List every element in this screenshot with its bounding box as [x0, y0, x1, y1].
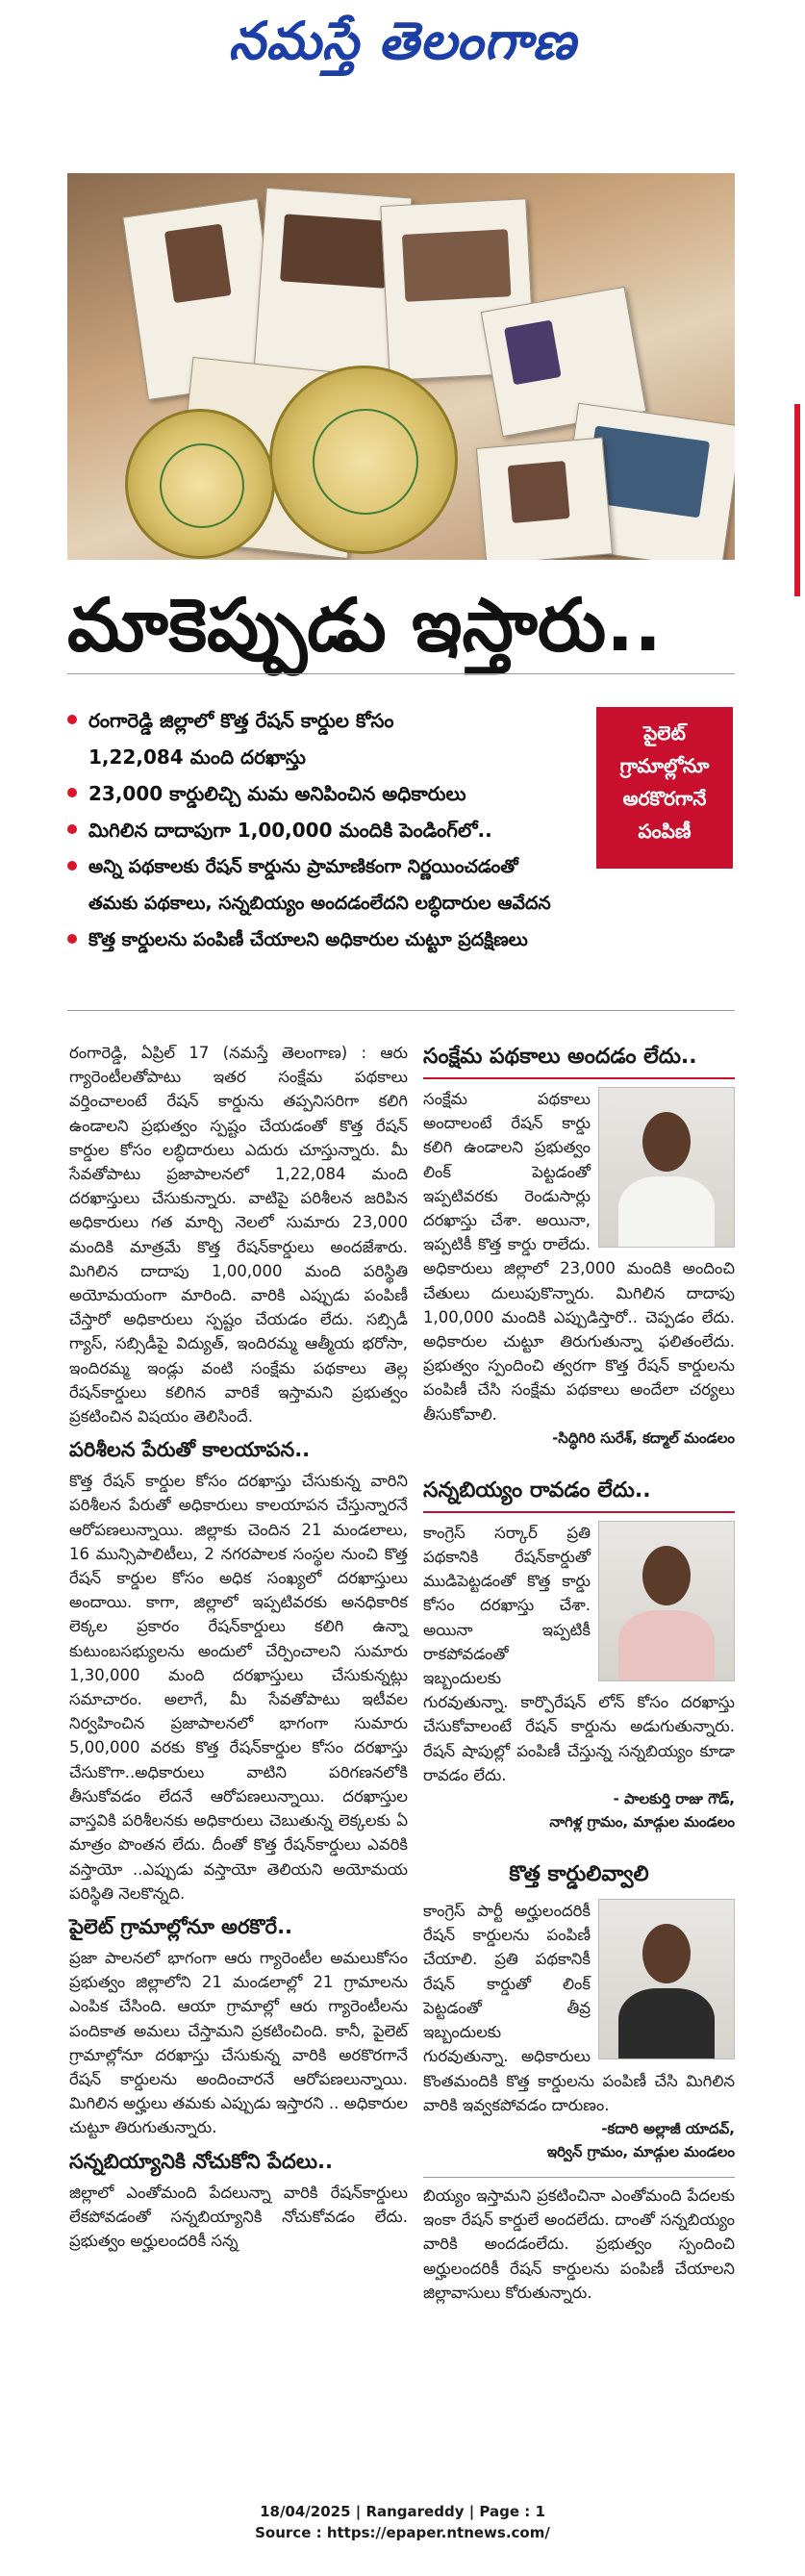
footer-date-line: 18/04/2025 | Rangareddy | Page : 1: [260, 2503, 545, 2520]
article-paragraph: ప్రజా పాలనలో భాగంగా ఆరు గ్యారెంటీల అమలుకోసం ప్రభుత్వం జిల్లాలోని 21 మండలాల్లో 21 గ్రామాలను ఎంపిక చేసింది. ఆయా గ్రామాల్లో ఆరు గ్యారెంటీలను పందికాత అమలు చేస్తామని ప్రకటించింది. కానీ, పైలెట్ గ్రామాల్లోనూ దరఖాస్తు చేసుకున్న వారికి అరకొరగానే రేషన్ కార్డులను అందించారనే ఆరోపణలున్నాయి. మిగిలిన అర్హులు తమకు ఎప్పుడు ఇస్తారని .. అధికారుల చుట్టూ తిరుగుతున్నారు.: [69, 1948, 408, 2137]
sidebox-line: అరకొరగానే: [622, 787, 707, 810]
article-paragraph: జిల్లాలో ఎంతోమంది పేదలున్నా వారికి రేషన్‌కార్డులు లేకపోవడంతో సన్నబియ్యానికి నోచుకోవడం లేదు. ప్రభుత్వం అర్హులందరికీ సన్న: [69, 2183, 408, 2250]
ration-card: [476, 437, 613, 560]
quote-location: నాగిళ్ల గ్రామం, మాడ్గుల మండలం: [549, 1813, 735, 1831]
headline: మాకెప్పుడు ఇస్తారు..: [67, 582, 662, 668]
newspaper-logo: నమస్తే తెలంగాణ: [228, 10, 577, 71]
bullet-item: 23,000 కార్డులిచ్చి మమ అనిపించిన అధికారులు: [67, 775, 606, 812]
footer: [0, 2501, 805, 2543]
quote-author: -కదారి అల్లాజీ యాదవ్,: [601, 2119, 735, 2137]
footer-source-line: Source : https://epaper.ntnews.com/: [255, 2524, 550, 2541]
sidebox-line: పంపిణీ: [638, 820, 692, 843]
person-photo: [598, 1899, 735, 2059]
government-emblem: [269, 366, 458, 554]
quote-text: సంక్షేమ పథకాలు అందాలంటే రేషన్ కార్డు కలిగి ఉండాలని ప్రభుత్వం లింక్ పెట్టడంతో ఇప్పటివరకు రెండుసార్లు దరఖాస్తు చేశా. అయినా, ఇప్పటికీ కొత్త కార్డు రాలేదు. అధికారులు జిల్లాలో 23,000 మందికి అందించి చేతులు దులుపుకొన్నారు. మిగిలిన దాదాపు 1,00,000 మందికి ఎప్పుడిస్తారో.. చెప్పడం లేదు. అధికారుల చుట్టూ తిరుగుతున్నా ఫలితంలేదు. ప్రభుత్వం స్పందించి త్వరగా కొత్త రేషన్ కార్డులను పంపిణీ చేసి సంక్షేమ పథకాలు అందేలా చర్యలు తీసుకోవాలి.: [423, 1090, 735, 1424]
divider: [67, 673, 735, 674]
bullet-item: మిగిలిన దాదాపుగా 1,00,000 మందికి పెండింగ్‌లో..: [67, 812, 606, 848]
subheading: పరిశీలన పేరుతో కాలయాపన..: [69, 1438, 311, 1462]
quote-author: - పాలకుర్తి రాజు గౌడ్,: [613, 1790, 735, 1808]
quote-text: కాంగ్రెస్ పార్టీ అర్హులందరికీ రేషన్ కార్డులను పంపిణీ చేయాలి. ప్రతి పథకానికీ రేషన్ కార్డుతో లింక్ పెట్టడంతో తీవ్ర ఇబ్బందులకు గురవుతున్నా. అధికారులు కొంతమందికి కొత్త కార్డులను పంపిణీ చేసి మిగిలిన వారికి ఇవ్వకపోవడం దారుణం.: [423, 1902, 735, 2114]
person-photo: [598, 1521, 735, 1681]
subheading: సన్నబియ్యానికి నోచుకోని పేదలు..: [69, 2149, 333, 2173]
article-paragraph: రంగారెడ్డి, ఏప్రిల్ 17 (నమస్తే తెలంగాణ) : ఆరు గ్యారెంటీలతోపాటు ఇతర సంక్షేమ పథకాలు వర్తించాలంటే రేషన్ కార్డును తప్పనిసరిగా కలిగి ఉండాలని ప్రభుత్వం స్పష్టం చేయడంతో కొత్త రేషన్ కార్డుల కోసం లబ్ధిదారులు ఎదురు చూస్తున్నారు. మీ సేవతోపాటు ప్రజాపాలనలో 1,22,084 మంది దరఖాస్తులు చేసుకున్నారు. వాటిపై పరిశీలన జరిపిన అధికారులు గత మార్చి నెలలో సుమారు 23,000 మందికి మాత్రమే కొత్త రేషన్‌కార్డులు అందజేశారు. మిగిలిన దాదాపు 1,00,000 మంది పరిస్థితి అయోమయంగా మారింది. వారికి ఎప్పుడు పంపిణీ చేస్తారో అధికారులు స్పష్టం చేయడం లేదు. సబ్సిడీ గ్యాస్, సబ్సిడీపై విద్యుత్, ఇందిరమ్మ ఆత్మీయ భరోసా, ఇందిరమ్మ ఇండ్లు వంటి సంక్షేమ పథకాలు తెల్ల రేషన్‌కార్డులు కలిగిన వారికే ఇస్తామని ప్రభుత్వం ప్రకటించిన విషయం తెలిసిందే.: [69, 1044, 408, 1427]
sidebox-line: పైలెట్: [643, 721, 686, 745]
pilot-villages-box: [596, 707, 733, 869]
person-photo: [598, 1087, 735, 1248]
quote-title: కొత్త కార్డులివ్వాలి: [509, 1862, 649, 1887]
bullet-item: 1,22,084 మంది దరఖాస్తు: [88, 745, 306, 769]
quote-author: -సిద్ధిగిరి సురేశ్, కద్మాల్ మండలం: [552, 1428, 735, 1447]
bullet-item: అన్ని పథకాలకు రేషన్ కార్డును ప్రామాణికంగా నిర్ణయించడంతో: [67, 848, 606, 885]
article-continuation: బియ్యం ఇస్తామని ప్రకటించినా ఎంతోమంది పేదలకు ఇంకా రేషన్ కార్డులే అందలేదు. దాంతో సన్నబియ్యం వారికి అందడంలేదు. ప్రభుత్వం స్పందించి అర్హులందరికీ రేషన్ కార్డులను పంపిణీ చేయాలని జిల్లావాసులు కోరుతున్నారు.: [423, 2177, 735, 2305]
masthead: [0, 0, 805, 87]
quotes-column: [423, 1041, 735, 2305]
quote-title: సన్నబియ్యం రావడం లేదు..: [423, 1475, 735, 1513]
ration-cards-photo: [67, 173, 735, 560]
quote-box: [423, 1079, 735, 1450]
bullet-item: కొత్త కార్డులను పంపిణీ చేయాలని అధికారుల చుట్టూ ప్రదక్షిణలు: [67, 922, 606, 958]
page-edge-rule: [794, 404, 800, 596]
bullet-item: తమకు పథకాలు, సన్నబియ్యం అందడంలేదని లబ్ధిదారుల ఆవేదన: [88, 893, 551, 914]
quote-title: సంక్షేమ పథకాలు అందడం లేదు..: [423, 1041, 735, 1079]
subheading: పైలెట్ గ్రామాల్లోనూ అరకొరే..: [69, 1914, 293, 1938]
quote-text: కాంగ్రెస్ సర్కార్ ప్రతి పథకానికి రేషన్‌కార్డుతో ముడిపెట్టడంతో కొత్త కార్డు కోసం దరఖాస్తు చేశా. అయినా ఇప్పటికీ రాకపోవడంతో ఇబ్బందులకు గురవుతున్నా. కార్పొరేషన్ లోన్ కోసం దరఖాస్తు చేసుకోవాలంటే రేషన్ కార్డును అడుగుతున్నారు. రేషన్ షాపుల్లో పంపిణీ చేస్తున్న సన్నబియ్యం కూడా రావడం లేదు.: [423, 1523, 735, 1784]
quote-box: [423, 1513, 735, 1833]
article-column: [69, 1041, 408, 2253]
bullet-list: [67, 702, 606, 958]
bullet-item: రంగారెడ్డి జిల్లాలో కొత్త రేషన్ కార్డుల కోసం: [67, 702, 606, 739]
article-paragraph: కొత్త రేషన్ కార్డుల కోసం దరఖాస్తు చేసుకున్న వారిని పరిశీలన పేరుతో అధికారులు కాలయాపన చేస్తున్నారనే ఆరోపణలున్నాయి. జిల్లాకు చెందిన 21 మండలాలు, 16 మున్సిపాలిటీలు, 2 నగరపాలక సంస్థల నుంచి కొత్త రేషన్ కార్డుల కోసం అధిక సంఖ్యలో దరఖాస్తులు అందాయి. కాగా, జిల్లాలో ఇప్పటివరకు అనధికారిక లెక్కల ప్రకారం రేషన్‌కార్డులు కలిగి ఉన్నా కుటుంబసభ్యులను అందులో చేర్పించాలని సుమారు 1,30,000 మంది దరఖాస్తులు చేసుకున్నట్లు సమాచారం. అలాగే, మీ సేవతోపాటు ఇటీవల నిర్వహించిన ప్రజాపాలనలో భాగంగా సుమారు 5,00,000 వరకు కొత్త రేషన్‌కార్డుల కోసం దరఖాస్తు చేసుకొగా..అధికారులు వాటిని పరిగణనలోకి తీసుకోవడం లేదనే ఆరోపణలున్నాయి. దరఖాస్తుల వాస్తవికి పరిశీలనకు అధికారులు చెబుతున్న లెక్కలకు ఏ మాత్రం పొంతన లేదు. దీంతో కొత్త రేషన్‌కార్డులు ఎవరికి వస్తాయో ..ఎప్పుడు వస్తాయో తెలియని అయోమయ పరిస్థితి నెలకొన్నది.: [69, 1472, 408, 1903]
quote-box: [423, 1895, 735, 2163]
sidebox-line: గ్రామాల్లోనూ: [619, 754, 710, 777]
divider: [67, 1010, 735, 1011]
quote-location: ఇర్విన్ గ్రామం, మాడ్గుల మండలం: [546, 2142, 735, 2160]
government-emblem: [125, 409, 275, 559]
